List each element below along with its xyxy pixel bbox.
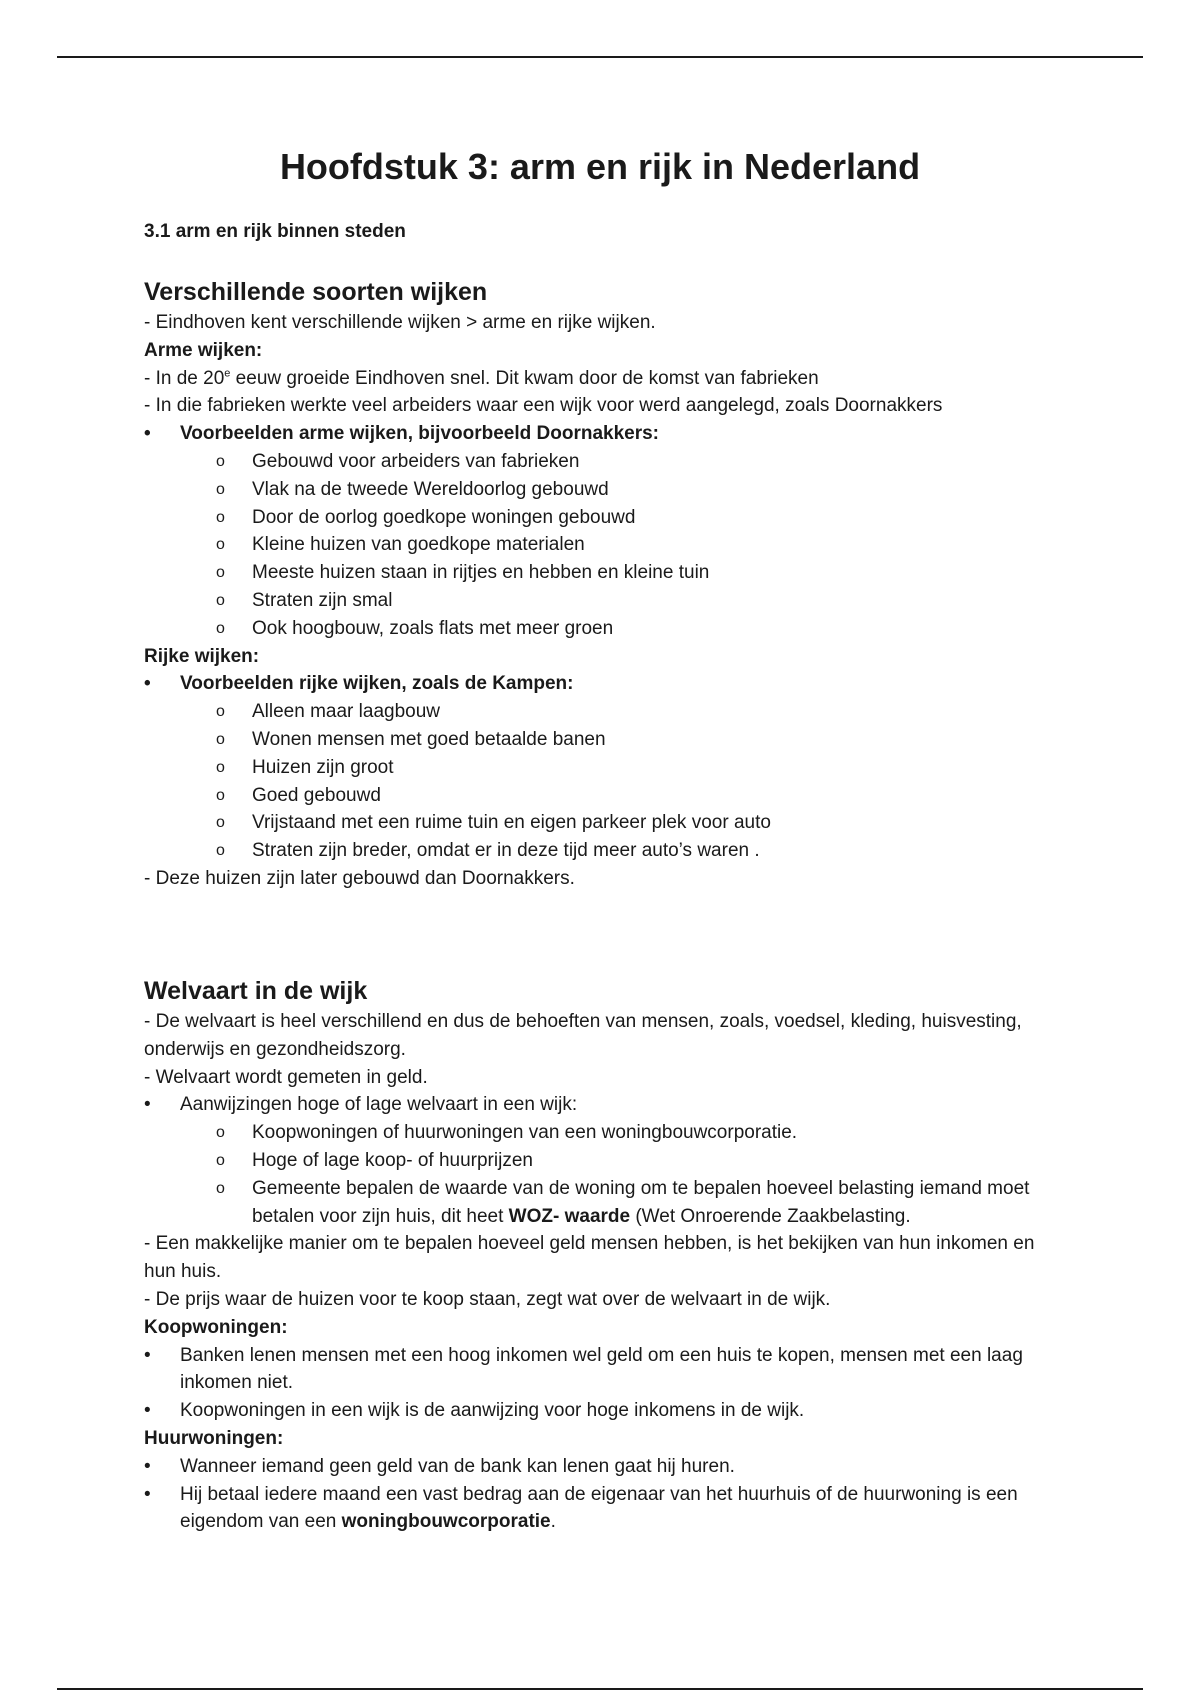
paragraph: - De prijs waar de huizen voor te koop staan, zegt wat over de welvaart in de wijk. [144,1288,831,1310]
bullet-text: . [550,1511,556,1533]
circle-bullet-icon: o [216,536,225,554]
section-heading: Welvaart in de wijk [144,977,368,1005]
bullet-text: Hij betaal iedere maand een vast bedrag aan de eigenaar van het huurhuis of de huurwoning is een eigendom van een [180,1483,1018,1533]
bullet-text: Voorbeelden rijke wijken, zoals de Kampen: [180,673,574,695]
paragraph [144,365,1044,393]
page-title: Hoofdstuk 3: arm en rijk in Nederland [279,146,921,187]
sub-list-item [144,615,1044,643]
sub-item-text: Gemeente bepalen de waarde van de woning om te bepalen hoeveel belasting iemand moet betalen voor zijn huis, dit heet [252,1177,1030,1227]
huurwoningen-label: Huurwoningen: [144,1427,284,1449]
bullet-item [144,1342,1044,1398]
circle-bullet-icon: o [216,842,225,860]
sub-item-text: Ook hoogbouw, zoals flats met meer groen [252,617,614,639]
sub-list-item [144,587,1044,615]
bullet-item [144,1397,1044,1425]
bullet-item [144,1481,1044,1537]
sub-item-text: (Wet Onroerende Zaakbelasting. [630,1205,911,1227]
sub-list-item [144,1147,1044,1175]
paragraph: - Welvaart wordt gemeten in geld. [144,1066,428,1088]
circle-bullet-icon: o [216,591,225,609]
sub-item-text: Door de oorlog goedkope woningen gebouwd [252,506,636,528]
text-span: eeuw groeide Eindhoven snel. Dit kwam door de komst van fabrieken [230,367,819,389]
sub-item-text: Alleen maar laagbouw [252,701,441,723]
circle-bullet-icon: o [216,619,225,637]
bullet-dot-icon: • [144,1344,151,1366]
section-verschillende-wijken [144,276,1044,893]
circle-bullet-icon: o [216,786,225,804]
bullet-dot-icon: • [144,1455,151,1477]
sub-item-text: Kleine huizen van goedkope materialen [252,534,585,556]
circle-bullet-icon: o [216,1179,225,1197]
woz-waarde-term: WOZ- waarde [508,1205,631,1227]
sub-item-text: Goed gebouwd [252,784,381,806]
sub-item-text: Hoge of lage koop- of huurprijzen [252,1149,533,1171]
top-rule [57,56,1143,58]
bottom-rule [57,1688,1143,1690]
sub-list-item [144,726,1044,754]
bullet-item [144,1091,1044,1119]
sub-item-text: Straten zijn breder, omdat er in deze tijd meer auto’s waren . [252,840,760,862]
subsection-heading: 3.1 arm en rijk binnen steden [144,221,406,242]
paragraph: - Eindhoven kent verschillende wijken > arme en rijke wijken. [144,312,656,333]
circle-bullet-icon: o [216,730,225,748]
sub-item-text: Vrijstaand met een ruime tuin en eigen parkeer plek voor auto [252,812,771,834]
bullet-text: Wanneer iemand geen geld van de bank kan lenen gaat hij huren. [180,1455,735,1477]
paragraph: - Een makkelijke manier om te bepalen hoeveel geld mensen hebben, is het bekijken van hun inkomen en hun huis. [144,1233,1035,1283]
bullet-dot-icon: • [144,423,151,445]
bullet-dot-icon: • [144,1483,151,1505]
bullet-item [144,420,1044,448]
circle-bullet-icon: o [216,508,225,526]
bullet-dot-icon: • [144,1400,151,1422]
sub-list-item [144,809,1044,837]
text-span: - In de 20 [144,367,225,389]
paragraph: - In die fabrieken werkte veel arbeiders waar een wijk voor werd aangelegd, zoals Doornakkers [144,395,943,417]
bullet-text: Koopwoningen in een wijk is de aanwijzing voor hoge inkomens in de wijk. [180,1400,805,1422]
circle-bullet-icon: o [216,1151,225,1169]
sub-item-text: Straten zijn smal [252,589,393,611]
bullet-text: Voorbeelden arme wijken, bijvoorbeeld Doornakkers: [180,423,660,445]
sub-list-item [144,837,1044,865]
bullet-item [144,670,1044,698]
woningbouwcorporatie-term: woningbouwcorporatie [341,1511,551,1533]
sub-list-item [144,1175,1044,1231]
sub-item-text: Meeste huizen staan in rijtjes en hebben en kleine tuin [252,562,710,584]
sub-list-item [144,448,1044,476]
section-heading: Verschillende soorten wijken [144,278,488,306]
paragraph: - Deze huizen zijn later gebouwd dan Doornakkers. [144,867,575,889]
sub-list-item [144,559,1044,587]
circle-bullet-icon: o [216,452,225,470]
sub-item-text: Huizen zijn groot [252,756,394,778]
sub-list-item [144,504,1044,532]
sub-item-text: Vlak na de tweede Wereldoorlog gebouwd [252,478,609,500]
circle-bullet-icon: o [216,564,225,582]
koopwoningen-label: Koopwoningen: [144,1316,288,1338]
bullet-dot-icon: • [144,1094,151,1116]
paragraph: - De welvaart is heel verschillend en dus de behoeften van mensen, zoals, voedsel, kleding, huisvesting, onderwijs en gezondheidszorg. [144,1011,1022,1060]
sub-item-text: Koopwoningen of huurwoningen van een woningbouwcorporatie. [252,1122,798,1144]
circle-bullet-icon: o [216,814,225,832]
circle-bullet-icon: o [216,1124,225,1142]
superscript: e [224,367,231,380]
arme-wijken-label: Arme wijken: [144,339,263,361]
section-welvaart [144,975,1044,1536]
rijke-wijken-label: Rijke wijken: [144,645,260,667]
sub-list-item [144,476,1044,504]
circle-bullet-icon: o [216,480,225,498]
circle-bullet-icon: o [216,703,225,721]
sub-list-item [144,754,1044,782]
sub-item-text: Wonen mensen met goed betaalde banen [252,728,606,750]
sub-list-item [144,531,1044,559]
circle-bullet-icon: o [216,758,225,776]
bullet-text: Banken lenen mensen met een hoog inkomen wel geld om een huis te kopen, mensen met een laag inkomen niet. [180,1344,1023,1394]
bullet-text: Aanwijzingen hoge of lage welvaart in een wijk: [180,1094,578,1116]
bullet-item [144,1453,1044,1481]
bullet-dot-icon: • [144,673,151,695]
sub-item-text: Gebouwd voor arbeiders van fabrieken [252,450,580,472]
sub-list-item [144,1119,1044,1147]
sub-list-item [144,698,1044,726]
sub-list-item [144,782,1044,810]
